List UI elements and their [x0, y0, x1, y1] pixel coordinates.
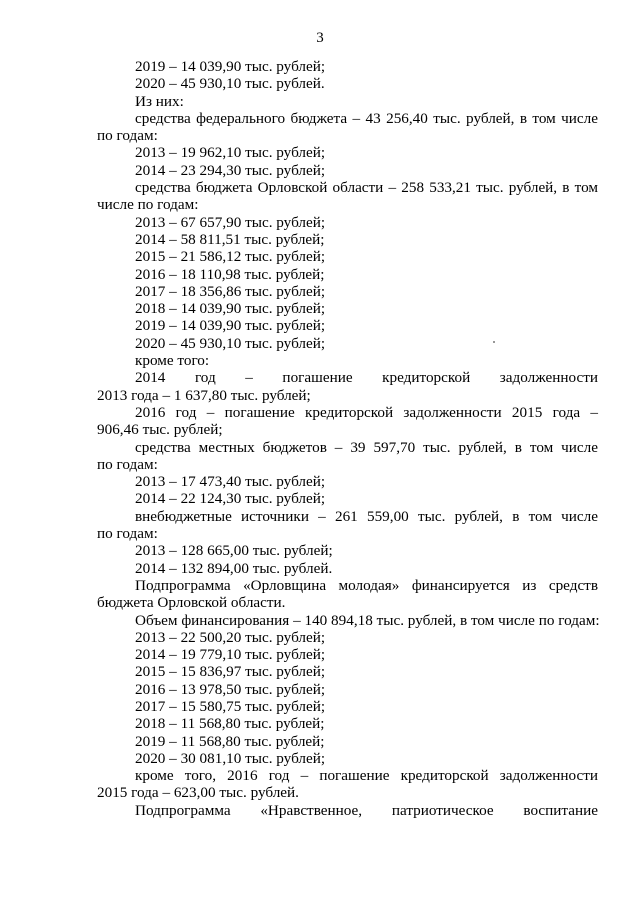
text-line: 2018 – 14 039,90 тыс. рублей; [135, 300, 326, 318]
document-body [97, 58, 598, 819]
text-line: 2015 – 21 586,12 тыс. рублей; [135, 248, 326, 266]
text-line: 2020 – 30 081,10 тыс. рублей; [135, 749, 326, 767]
text-line: внебюджетные источники – 261 559,00 тыс. рублей, в том числе [135, 507, 598, 525]
text-line: 2013 – 22 500,20 тыс. рублей; [135, 628, 326, 646]
text-line: по годам: [97, 455, 158, 473]
text-line: 2014 – 19 779,10 тыс. рублей; [135, 646, 326, 664]
text-line: 2019 – 14 039,90 тыс. рублей; [135, 317, 326, 335]
text-line: по годам: [97, 525, 158, 543]
text-line: 2013 – 17 473,40 тыс. рублей; [135, 473, 326, 491]
text-line: 2019 – 11 568,80 тыс. рублей; [135, 732, 325, 750]
text-line: кроме того: [135, 352, 210, 370]
text-line: 2014 – 23 294,30 тыс. рублей; [135, 161, 326, 179]
text-line: Объем финансирования – 140 894,18 тыс. рублей, в том числе по годам: [135, 611, 600, 629]
text-line: 2014 – 58 811,51 тыс. рублей; [135, 230, 325, 248]
text-line: Из них: [135, 92, 184, 110]
text-line: 2020 – 45 930,10 тыс. рублей. [135, 75, 325, 93]
text-line: 2015 года – 623,00 тыс. рублей. [97, 784, 299, 802]
scan-speck [493, 341, 495, 343]
text-line: 2017 – 15 580,75 тыс. рублей; [135, 697, 326, 715]
text-line: 2013 – 128 665,00 тыс. рублей; [135, 542, 333, 560]
text-line: 2018 – 11 568,80 тыс. рублей; [135, 715, 325, 733]
text-line: 2020 – 45 930,10 тыс. рублей; [135, 334, 326, 352]
text-line: 2017 – 18 356,86 тыс. рублей; [135, 282, 326, 300]
text-line: средства местных бюджетов – 39 597,70 тыс. рублей, в том числе [135, 438, 598, 456]
text-line: средства федерального бюджета – 43 256,40 тыс. рублей, в том числе [135, 109, 598, 127]
text-line: Подпрограмма «Нравственное, патриотическое воспитание [135, 801, 598, 819]
text-line: 2015 – 15 836,97 тыс. рублей; [135, 663, 326, 681]
text-line: 2013 – 19 962,10 тыс. рублей; [135, 144, 326, 162]
text-line: кроме того, 2016 год – погашение кредиторской задолженности [135, 767, 598, 785]
text-line: Подпрограмма «Орловщина молодая» финансируется из средств [135, 576, 598, 594]
text-line: 2013 – 67 657,90 тыс. рублей; [135, 213, 326, 231]
text-line: 2014 – 22 124,30 тыс. рублей; [135, 490, 326, 508]
text-line: 2016 – 13 978,50 тыс. рублей; [135, 680, 326, 698]
text-line: средства бюджета Орловской области – 258 533,21 тыс. рублей, в том [135, 179, 598, 197]
text-line: 2016 год – погашение кредиторской задолженности 2015 года – [135, 403, 598, 421]
text-line: 2014 – 132 894,00 тыс. рублей. [135, 559, 333, 577]
text-line: 2016 – 18 110,98 тыс. рублей; [135, 265, 325, 283]
text-line: бюджета Орловской области. [97, 594, 286, 612]
text-line: по годам: [97, 127, 158, 145]
text-line: числе по годам: [97, 196, 199, 214]
text-line: 906,46 тыс. рублей; [97, 421, 223, 439]
text-line: 2013 года – 1 637,80 тыс. рублей; [97, 386, 311, 404]
text-line: 2019 – 14 039,90 тыс. рублей; [135, 58, 326, 75]
text-line: 2014 год – погашение кредиторской задолженности [135, 369, 598, 387]
page-number: 3 [316, 30, 324, 46]
